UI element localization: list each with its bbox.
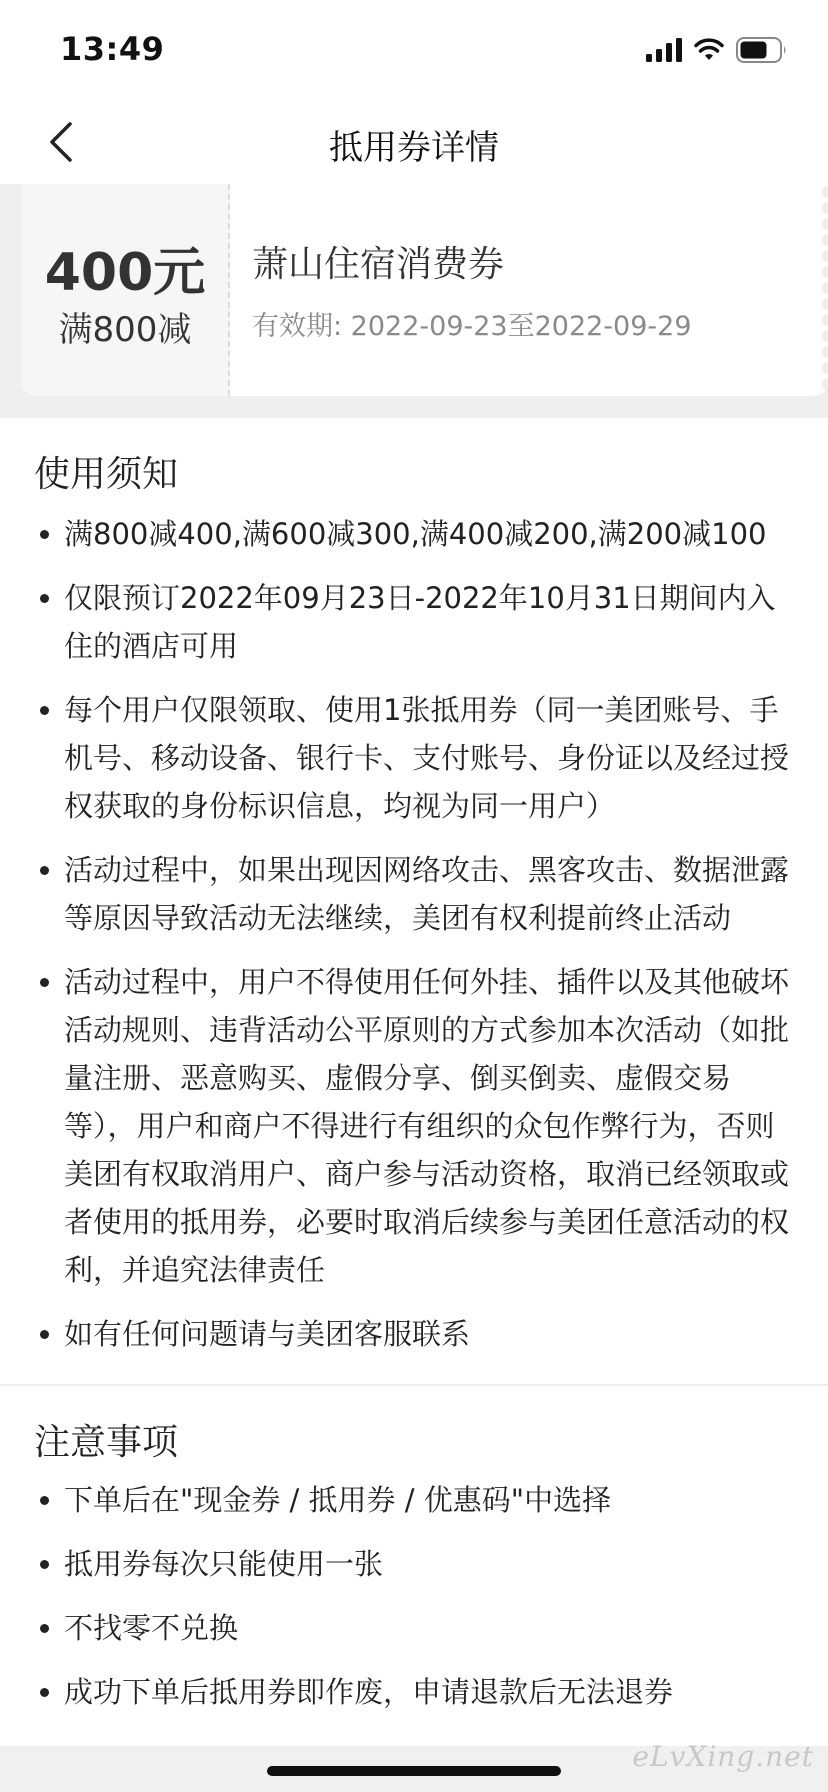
list-item: 每个用户仅限领取、使用1张抵用券（同一美团账号、手机号、移动设备、银行卡、支付账号、身份证以及经过授权获取的身份标识信息，均视为同一用户） [34,686,794,830]
list-item: 活动过程中，用户不得使用任何外挂、插件以及其他破坏活动规则、违背活动公平原则的方式参加本次活动（如批量注册、恶意购买、虚假分享、倒买倒卖、虚假交易等），用户和商户不得进行有组织的众包作弊行为，否则美团有权取消用户、商户参与活动资格，取消已经领取或者使用的抵用券，必要时取消后续参与美团任意活动的权利，并追究法律责任 [34,958,794,1294]
section-title-notes: 注意事项 [34,1422,179,1463]
status-icons [646,36,788,64]
usage-notice-list [34,510,794,1374]
page-title: 抵用券详情 [329,128,499,168]
usage-notice-section [0,418,828,1384]
coupon-amount: 400元 [44,243,206,303]
status-time: 13:49 [60,30,165,68]
coupon-card [22,184,828,396]
section-title-usage: 使用须知 [34,454,179,495]
coupon-validity: 有效期: 2022-09-23至2022-09-29 [252,311,692,342]
coupon-edge-notches [814,184,828,396]
home-indicator[interactable] [267,1766,561,1776]
list-item: 成功下单后抵用券即作废，申请退款后无法退券 [34,1668,794,1716]
status-bar [0,0,828,100]
list-item: 下单后在"现金券 / 抵用券 / 优惠码"中选择 [34,1476,794,1524]
list-item: 抵用券每次只能使用一张 [34,1540,794,1588]
list-item: 不找零不兑换 [34,1604,794,1652]
coupon-name: 萧山住宿消费券 [252,244,505,285]
list-item: 满800减400,满600减300,满400减200,满200减100 [34,510,794,558]
list-item: 仅限预订2022年09月23日-2022年10月31日期间内入住的酒店可用 [34,574,794,670]
coupon-value-block [22,184,230,396]
battery-icon [736,37,788,63]
nav-bar [0,100,828,184]
coupon-threshold: 满800减 [58,310,192,350]
coupon-panel [0,184,828,418]
signal-icon [646,38,682,62]
watermark: eLvXing.net [632,1740,814,1773]
list-item: 活动过程中，如果出现因网络攻击、黑客攻击、数据泄露等原因导致活动无法继续，美团有权利提前终止活动 [34,846,794,942]
list-item: 如有任何问题请与美团客服联系 [34,1310,794,1358]
notes-section [0,1386,828,1746]
notes-list [34,1476,794,1732]
wifi-icon [694,38,724,62]
